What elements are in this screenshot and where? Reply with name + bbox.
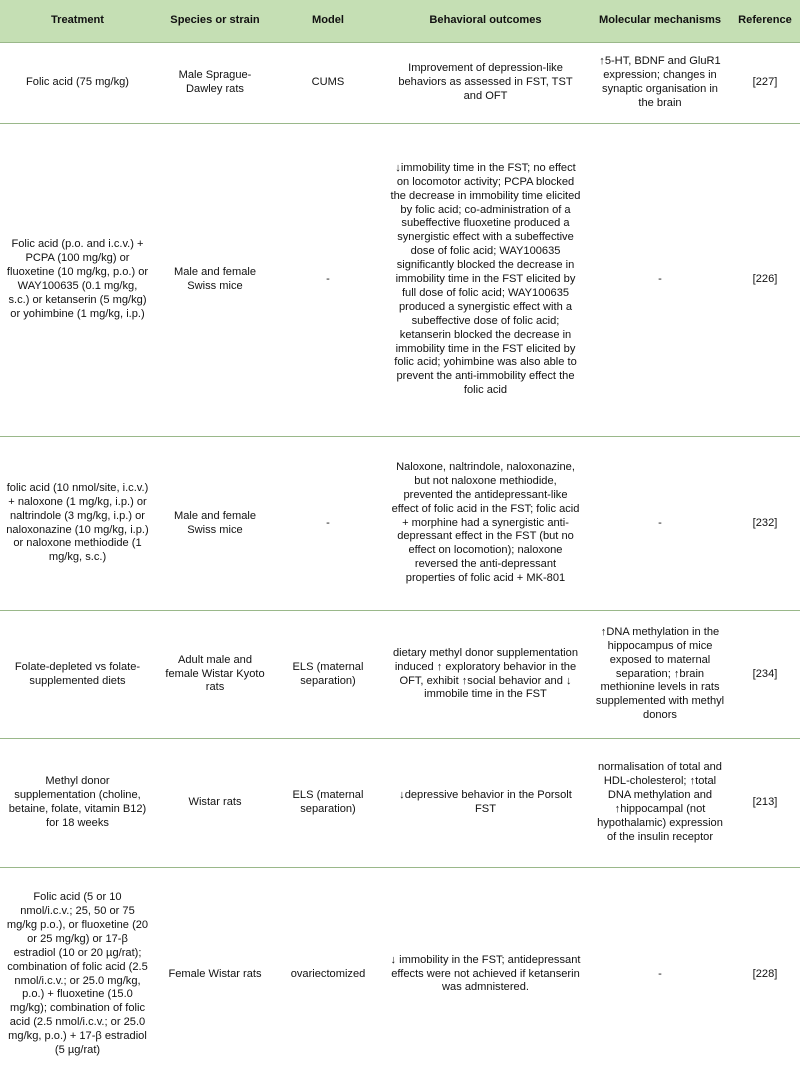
cell-species: Adult male and female Wistar Kyoto rats bbox=[155, 611, 275, 739]
table-row bbox=[0, 43, 800, 124]
cell-treatment: Folic acid (75 mg/kg) bbox=[0, 43, 155, 124]
cell-treatment: Folate-depleted vs folate-supplemented diets bbox=[0, 611, 155, 739]
cell-model: ELS (maternal separation) bbox=[275, 611, 381, 739]
cell-treatment: Folic acid (5 or 10 nmol/i.c.v.; 25, 50 or 75 mg/kg p.o.), or fluoxetine (20 or 25 mg/kg) or 17-β estradiol (10 or 20 µg/rat); combination of folic acid (2.5 nmol/i.c.v.; or 25.0 mg/kg, p.o.) + fluoxetine (15.0 mg/kg); combination of folic acid (2.5 nmol/i.c.v.; or 25.0 mg/kg, p.o.) + 17-β estradiol (5 µg/rat) bbox=[6, 891, 149, 1057]
table-row bbox=[0, 611, 800, 739]
cell-reference: [213] bbox=[730, 739, 800, 868]
table-header bbox=[0, 0, 800, 43]
cell-outcomes: Improvement of depression-like behaviors as assessed in FST, TST and OFT bbox=[381, 43, 590, 124]
header-model: Model bbox=[275, 0, 381, 43]
cell-reference: [234] bbox=[730, 611, 800, 739]
cell-species: Wistar rats bbox=[155, 739, 275, 868]
cell-mechanisms: - bbox=[658, 967, 662, 980]
cell-reference: [228] bbox=[752, 967, 778, 980]
cell-model: CUMS bbox=[275, 43, 381, 124]
header-treatment: Treatment bbox=[0, 0, 155, 43]
header-species: Species or strain bbox=[155, 0, 275, 43]
cell-mechanisms: - bbox=[590, 124, 730, 437]
table-row bbox=[0, 437, 800, 611]
header-outcomes: Behavioral outcomes bbox=[381, 0, 590, 43]
header-reference: Reference bbox=[730, 0, 800, 43]
header-mechanisms: Molecular mechanisms bbox=[590, 0, 730, 43]
table-row bbox=[0, 868, 800, 1081]
cell-outcomes: ↓immobility time in the FST; no effect on locomotor activity; PCPA blocked the decrease in immobility time elicited by folic acid; co-administration of a subeffective fluoxetine produced a synergistic effect with a subeffective dose of folic acid; WAY100635 significantly blocked the decrease in immobility time in the FST elicited by full dose of folic acid; WAY100635 produced a synergistic effect with a subeffective dose of folic acid; ketanserin blocked the decrease in immobility time in the FST elicited by folic acid; yohimbine was also able to prevent the anti-immobility effect the folic acid bbox=[381, 124, 590, 437]
table-body bbox=[0, 43, 800, 1081]
cell-mechanisms: normalisation of total and HDL-cholesterol; ↑total DNA methylation and ↑hippocampal (not hypothalamic) expression of the insulin receptor bbox=[590, 739, 730, 868]
cell-model: ovariectomized bbox=[290, 967, 366, 980]
cell-reference: [232] bbox=[730, 437, 800, 611]
table-row bbox=[0, 739, 800, 868]
cell-model: - bbox=[275, 124, 381, 437]
cell-treatment: Folic acid (p.o. and i.c.v.) + PCPA (100 mg/kg) or fluoxetine (10 mg/kg, p.o.) or WAY100635 (0.1 mg/kg, s.c.) or ketanserin (5 mg/kg) or yohimbine (1 mg/kg, i.p.) bbox=[0, 124, 155, 437]
cell-mechanisms: ↑5-HT, BDNF and GluR1 expression; changes in synaptic organisation in the brain bbox=[590, 43, 730, 124]
cell-species: Female Wistar rats bbox=[168, 967, 262, 980]
cell-model: ELS (maternal separation) bbox=[275, 739, 381, 868]
cell-outcomes: dietary methyl donor supplementation induced ↑ exploratory behavior in the OFT, exhibit ↑social behavior and ↓ immobile time in the FST bbox=[381, 611, 590, 739]
table-row bbox=[0, 124, 800, 437]
header-row bbox=[0, 0, 800, 43]
cell-reference: [227] bbox=[730, 43, 800, 124]
cell-model: - bbox=[275, 437, 381, 611]
cell-outcomes: Naloxone, naltrindole, naloxonazine, but not naloxone methiodide, prevented the antidepressant-like effect of folic acid in the FST; folic acid + morphine had a synergistic anti-depressant effect in the FST (but no effect on locomotion); naloxone reversed the anti-depressant properties of folic acid + MK-801 bbox=[381, 437, 590, 611]
cell-treatment: Methyl donor supplementation (choline, betaine, folate, vitamin B12) for 18 weeks bbox=[0, 739, 155, 868]
cell-species: Male Sprague-Dawley rats bbox=[155, 43, 275, 124]
cell-species: Male and female Swiss mice bbox=[155, 437, 275, 611]
cell-mechanisms: - bbox=[590, 437, 730, 611]
cell-outcomes: ↓ immobility in the FST; antidepressant effects were not achieved if ketanserin was admnistered. bbox=[390, 953, 581, 994]
cell-treatment: folic acid (10 nmol/site, i.c.v.) + naloxone (1 mg/kg, i.p.) or naltrindole (3 mg/kg, i.p.) or naloxonazine (10 mg/kg, i.p.) or naloxone methiodide (1 mg/kg, s.c.) bbox=[0, 437, 155, 611]
cell-mechanisms: ↑DNA methylation in the hippocampus of mice exposed to maternal separation; ↑brain methionine levels in rats supplemented with methyl donors bbox=[590, 611, 730, 739]
cell-reference: [226] bbox=[730, 124, 800, 437]
cell-outcomes: ↓depressive behavior in the Porsolt FST bbox=[381, 739, 590, 868]
cell-species: Male and female Swiss mice bbox=[155, 124, 275, 437]
